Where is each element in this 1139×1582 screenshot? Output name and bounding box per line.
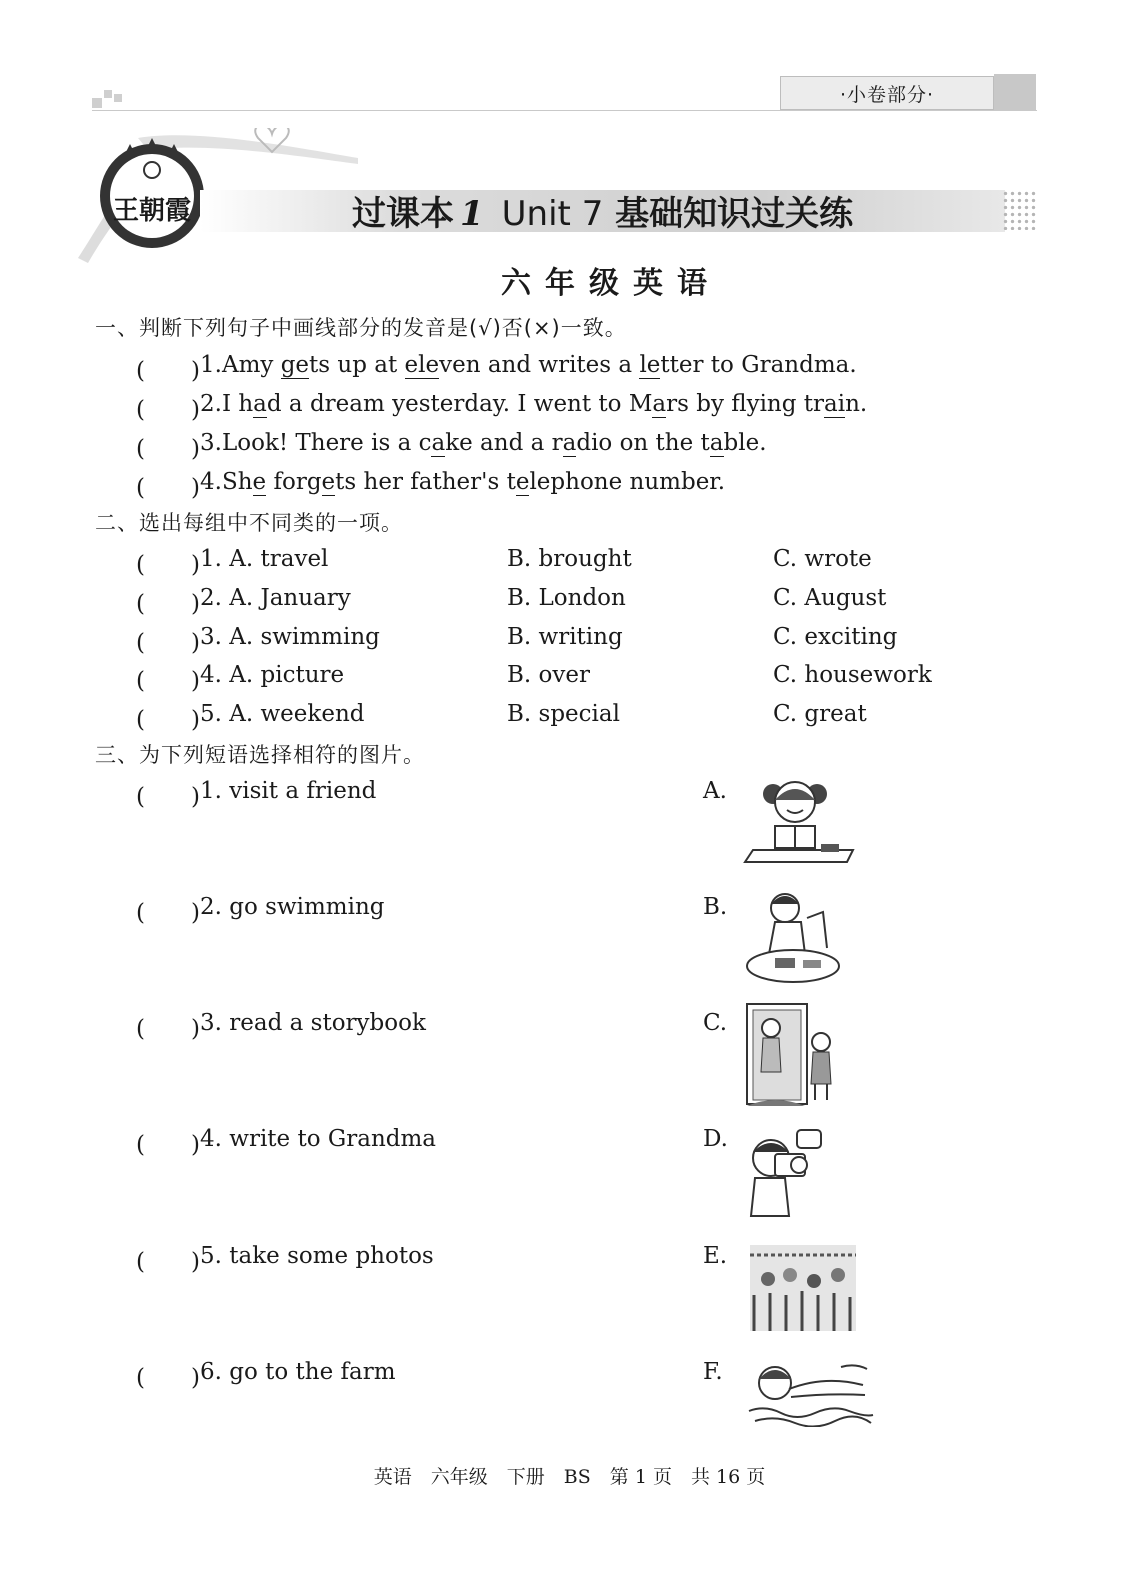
answer-blank[interactable]: ( ): [136, 900, 200, 926]
girl-reading-picture: [735, 770, 855, 865]
farm-crowd-picture: [750, 1245, 856, 1331]
answer-blank[interactable]: ( ): [136, 436, 200, 462]
part2-option-a: 3. A. swimming: [200, 624, 380, 650]
answer-blank[interactable]: ( ): [136, 707, 200, 733]
header-rule: [92, 110, 1037, 111]
part2-option-c: C. housework: [773, 662, 932, 688]
publisher-logo: [96, 138, 208, 250]
answer-blank[interactable]: ( ): [136, 397, 200, 423]
answer-blank[interactable]: ( ): [136, 475, 200, 501]
logo-text: 王朝霞: [112, 196, 191, 226]
answer-blank[interactable]: ( ): [136, 1016, 200, 1042]
part2-option-a: 5. A. weekend: [200, 701, 365, 727]
page-footer: 英语 六年级 下册 BS 第 1 页 共 16 页: [373, 1466, 766, 1488]
picture-label-a: A.: [703, 778, 727, 804]
boy-writing-picture: [745, 888, 845, 986]
answer-blank[interactable]: ( ): [136, 358, 200, 384]
part2-option-b: B. London: [507, 585, 626, 611]
answer-blank[interactable]: ( ): [136, 1132, 200, 1158]
part3-phrase-4: 4. write to Grandma: [200, 1126, 437, 1152]
answer-blank[interactable]: ( ): [136, 591, 200, 617]
part3-phrase-3: 3. read a storybook: [200, 1010, 426, 1036]
part2-option-b: B. writing: [507, 624, 623, 650]
answer-blank[interactable]: ( ): [136, 1365, 200, 1391]
picture-label-f: F.: [703, 1359, 723, 1385]
part3-phrase-1: 1. visit a friend: [200, 778, 377, 804]
page-title: 过课本 1 Unit 7 基础知识过关练: [352, 194, 854, 234]
section-tab: ·小卷部分·: [780, 76, 994, 110]
banner-dots: [1002, 190, 1038, 230]
part1-question-4: 4.She forgets her father's telephone number.: [200, 469, 726, 495]
picture-label-d: D.: [703, 1126, 728, 1152]
part2-option-c: C. wrote: [773, 546, 872, 572]
part2-option-c: C. exciting: [773, 624, 898, 650]
camera-photo-picture: [745, 1128, 825, 1220]
part1-heading: 一、判断下列句子中画线部分的发音是(√)否(×)一致。: [95, 316, 627, 340]
part2-option-a: 2. A. January: [200, 585, 351, 611]
section-tab-block: [994, 74, 1036, 110]
part1-question-3: 3.Look! There is a cake and a radio on the table.: [200, 430, 767, 456]
part2-option-b: B. brought: [507, 546, 632, 572]
answer-blank[interactable]: ( ): [136, 552, 200, 578]
picture-label-c: C.: [703, 1010, 728, 1036]
answer-blank[interactable]: ( ): [136, 668, 200, 694]
part3-phrase-2: 2. go swimming: [200, 894, 385, 920]
part3-phrase-6: 6. go to the farm: [200, 1359, 396, 1385]
part2-option-c: C. August: [773, 585, 887, 611]
answer-blank[interactable]: ( ): [136, 630, 200, 656]
answer-blank[interactable]: ( ): [136, 1249, 200, 1275]
swimming-picture: [745, 1355, 875, 1427]
picture-label-b: B.: [703, 894, 728, 920]
part1-question-2: 2.I had a dream yesterday. I went to Mars by flying train.: [200, 391, 868, 417]
visit-friend-picture: [745, 1002, 845, 1112]
part2-heading: 二、选出每组中不同类的一项。: [95, 511, 403, 535]
part2-option-b: B. over: [507, 662, 590, 688]
part1-question-1: 1.Amy gets up at eleven and writes a letter to Grandma.: [200, 352, 857, 378]
page-subtitle: 六年级英语: [501, 266, 721, 301]
picture-label-e: E.: [703, 1243, 728, 1269]
answer-blank[interactable]: ( ): [136, 784, 200, 810]
part2-option-a: 4. A. picture: [200, 662, 345, 688]
part2-option-b: B. special: [507, 701, 620, 727]
part2-option-c: C. great: [773, 701, 867, 727]
part2-option-a: 1. A. travel: [200, 546, 329, 572]
part3-phrase-5: 5. take some photos: [200, 1243, 434, 1269]
part3-heading: 三、为下列短语选择相符的图片。: [95, 743, 425, 767]
